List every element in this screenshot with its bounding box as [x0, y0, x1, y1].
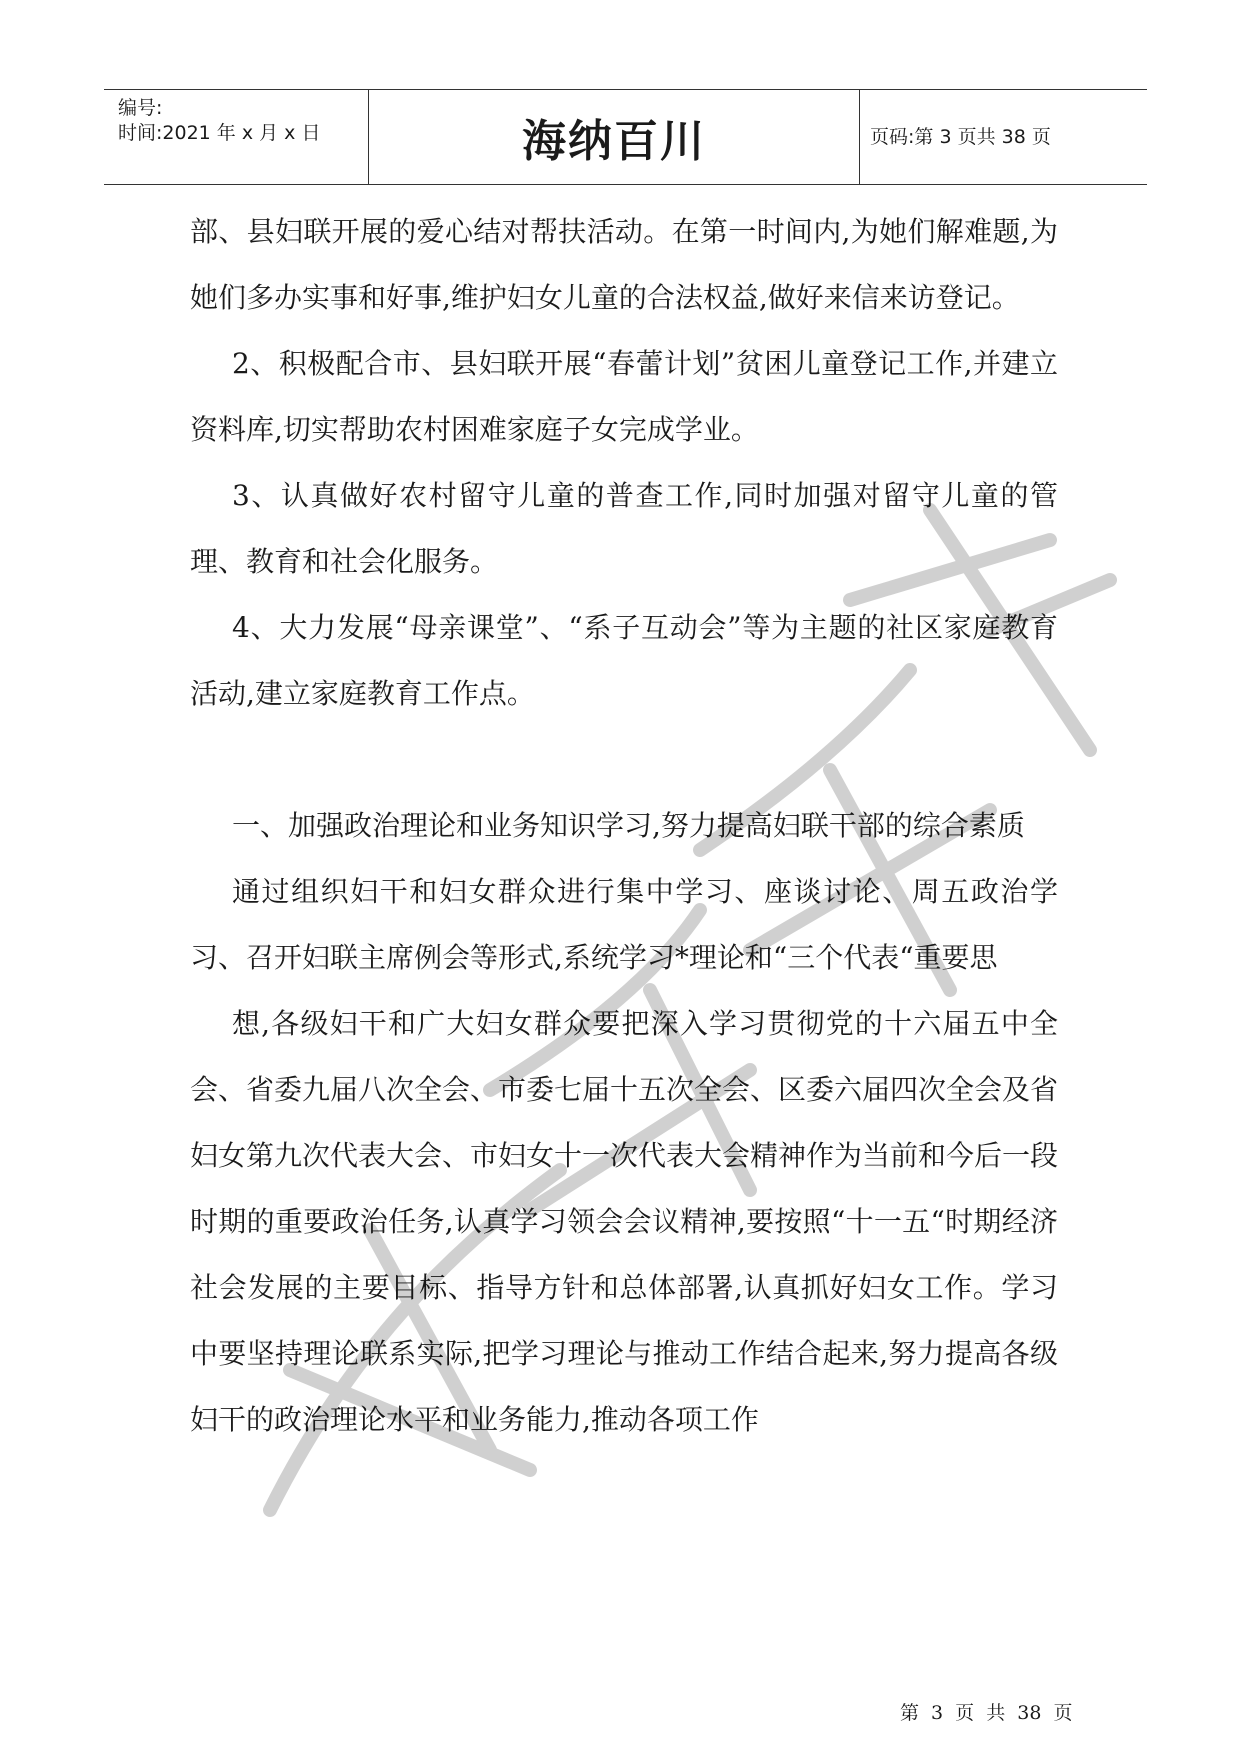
header-page-cell — [860, 90, 1147, 184]
paragraph-1: 部、县妇联开展的爱心结对帮扶活动。在第一时间内,为她们解难题,为她们多办实事和好事,维护妇女儿童的合法权益,做好来信来访登记。 — [190, 215, 1058, 314]
page-footer: 第 3 页 共 38 页 — [900, 1702, 1073, 1724]
section-gap — [190, 727, 1058, 793]
paragraph-5: 通过组织妇干和妇女群众进行集中学习、座谈讨论、周五政治学习、召开妇联主席例会等形式,系统学习*理论和“三个代表“重要思 — [190, 875, 1058, 974]
paragraph-2: 2、积极配合市、县妇联开展“春蕾计划”贫困儿童登记工作,并建立资料库,切实帮助农村困难家庭子女完成学业。 — [190, 347, 1058, 446]
number-label: 编号: — [118, 97, 163, 119]
page-label: 页码:第 3 页共 38 页 — [870, 125, 1051, 148]
document-body — [190, 199, 1058, 1453]
paragraph-4: 4、大力发展“母亲课堂”、“系子互动会”等为主题的社区家庭教育活动,建立家庭教育工作点。 — [190, 611, 1058, 710]
time-label: 时间:2021 年 x 月 x 日 — [118, 122, 321, 144]
document-header — [104, 89, 1147, 185]
brand-title: 海纳百川 — [522, 116, 706, 167]
header-brand-cell — [369, 90, 860, 184]
paragraph-6: 想,各级妇干和广大妇女群众要把深入学习贯彻党的十六届五中全会、省委九届八次全会、市委七届十五次全会、区委六届四次全会及省妇女第九次代表大会、市妇女十一次代表大会精神作为当前和今后一段时期的重要政治任务,认真学习领会会议精神,要按照“十一五“时期经济社会发展的主要目标、指导方针和总体部署,认真抓好妇女工作。学习中要坚持理论联系实际,把学习理论与推动工作结合起来,努力提高各级妇干的政治理论水平和业务能力,推动各项工作 — [190, 1007, 1059, 1436]
section-heading: 一、加强政治理论和业务知识学习,努力提高妇联干部的综合素质 — [232, 809, 1025, 842]
header-meta — [104, 90, 369, 184]
paragraph-3: 3、认真做好农村留守儿童的普查工作,同时加强对留守儿童的管理、教育和社会化服务。 — [190, 479, 1058, 578]
